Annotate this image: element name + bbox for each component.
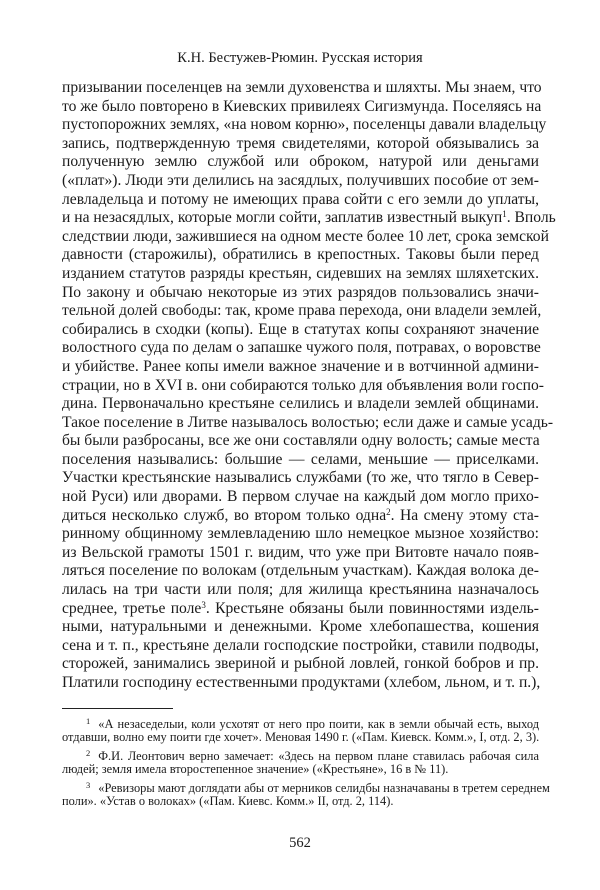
text-line — [62, 507, 539, 526]
text-line: запись, подтвержденную тремя свидетелями, которой обязывались за — [62, 134, 539, 152]
text-line: Платили господину естественными продуктами (хлебом, льном, и т. п.), — [62, 674, 541, 691]
text-line: Участки крестьянские назывались службами (то же, что тягло в Север- — [62, 469, 539, 487]
text-line: Такое поселение в Литве называлось волостью; если даже и самые усадь- — [62, 413, 554, 431]
footnote-rule — [62, 708, 173, 709]
text-segment: . На смену этому ста- — [390, 506, 539, 524]
text-line: ринному общинному землевладению шло немецкое мызное хозяйство: — [62, 525, 539, 543]
text-line: ной Руси) или дворами. В первом случае на каждый дом могло прихо- — [62, 488, 539, 506]
footnote-ref: 2 — [386, 506, 391, 517]
text-segment: . Крестьяне обязаны были повинностями издель- — [205, 599, 539, 617]
text-line: пустопорожних землях, «на новом корню», поселенцы давали владельцу — [62, 116, 547, 134]
footnote-line — [62, 793, 539, 809]
footnote-number: 2 — [86, 748, 91, 758]
running-header: К.Н. Бестужев-Рюмин. Русская история — [177, 50, 423, 66]
text-line: то же было повторено в Киевских привилеях Сигизмунда. Поселяясь на — [62, 97, 542, 115]
text-line: тельной долей свободы: так, кроме права перехода, они владели землей, — [62, 302, 542, 320]
text-line: изданием статутов разряды крестьян, сидевших на землях шляхетских. — [62, 264, 539, 282]
text-line: собирались в сходки (копы). Еще в статутах копы сохраняют значение — [62, 320, 539, 338]
main-text — [62, 79, 556, 693]
footnote-number: 1 — [86, 716, 91, 726]
text-segment: среднее, третье поле — [62, 599, 202, 617]
footnote-text: поли». «Устав о волоках» («Пам. Киевс. Комм.» II, отд. 2, 114). — [62, 794, 394, 808]
footnote-text: людей; земля имела второстепенное значение» («Крестьяне», 16 в № 11). — [62, 762, 449, 776]
text-line: ными, натуральными и денежными. Кроме хлебопашества, кошения — [62, 618, 539, 636]
text-line: ляться поселение по волокам (отдельным участкам). Каждая волока де- — [62, 562, 539, 580]
text-line: давности (старожилы), обратились в крепостных. Таковы были перед — [62, 246, 539, 264]
text-line: лилась на три части или поля; для жилища крестьянина назначалось — [62, 581, 539, 599]
text-segment: диться несколько служб, во втором только одна — [62, 506, 387, 524]
text-line: сторожей, занимались звериной и рыбной ловлей, гонкой бобров и пр. — [62, 655, 539, 673]
text-segment: . Вполь — [506, 209, 556, 227]
text-line: волостного суда по делам о запашке чужого поля, потравах, о воровстве — [62, 339, 541, 357]
text-line: страции, но в XVI в. они собираются только для объявления воли госпо- — [62, 376, 544, 394]
footnote-text: «А незаседелыи, коли усхотят от него про поити, как в земли обычай есть, выход — [98, 717, 539, 731]
text-line: дина. Первоначально крестьяне селились и владели землей общинами. — [62, 395, 539, 413]
text-line: следствии люди, зажившиеся на одном месте более 10 лет, срока земской — [62, 227, 549, 245]
footnote-line — [62, 761, 539, 777]
footnote-ref: 1 — [502, 209, 507, 220]
text-line — [62, 600, 539, 619]
footnote-line — [62, 729, 539, 745]
text-line: призывании поселенцев на земли духовенства и шляхты. Мы знаем, что — [62, 79, 542, 96]
footnotes — [62, 713, 550, 809]
text-line: полученную землю службой или оброком, натурой или деньгами — [62, 153, 539, 171]
text-line: По закону и обычаю некоторые из этих разрядов пользовались значи- — [62, 283, 539, 301]
footnote-line — [62, 745, 539, 761]
text-segment: и на незасядлых, которые могли сойти, заплатив известный выкуп — [62, 209, 503, 227]
footnote-text: «Ревизоры мают доглядати абы от мерников селидбы назначаваны в третем середнем — [98, 781, 550, 795]
text-line: бы были разбросаны, все же они составляли одну волость; самые места — [62, 432, 540, 450]
footnote-text: отдавши, волно ему поити где хочет». Меновая 1490 г. («Пам. Киевск. Комм.», I, отд. 2, 3). — [62, 730, 540, 744]
text-line: («плат»). Люди эти делились на засядлых, получивших пособие от зем- — [62, 171, 539, 189]
text-line: сена и т. п., крестьяне делали господские постройки, ставили подводы, — [62, 636, 539, 654]
footnote-number: 3 — [86, 780, 91, 790]
footnote-text: Ф.И. Леонтович верно замечает: «Здесь на первом плане ставилась рабочая сила — [98, 749, 539, 763]
text-line: поселения назывались: большие — селами, меньшие — приселками. — [62, 450, 539, 468]
footnote-line — [62, 777, 550, 795]
text-line: из Вельской грамоты 1501 г. видим, что уже при Витовте начало появ- — [62, 543, 539, 561]
text-line: левладельца и потому не имеющих права сойти с его земли до уплаты, — [62, 190, 539, 208]
footnote-line — [62, 713, 539, 729]
footnote-ref: 3 — [201, 599, 206, 610]
page-number: 562 — [289, 835, 311, 851]
text-line: и убийстве. Ранее копы имели важное значение и в вотчинной админи- — [62, 357, 539, 375]
text-line — [62, 209, 556, 228]
